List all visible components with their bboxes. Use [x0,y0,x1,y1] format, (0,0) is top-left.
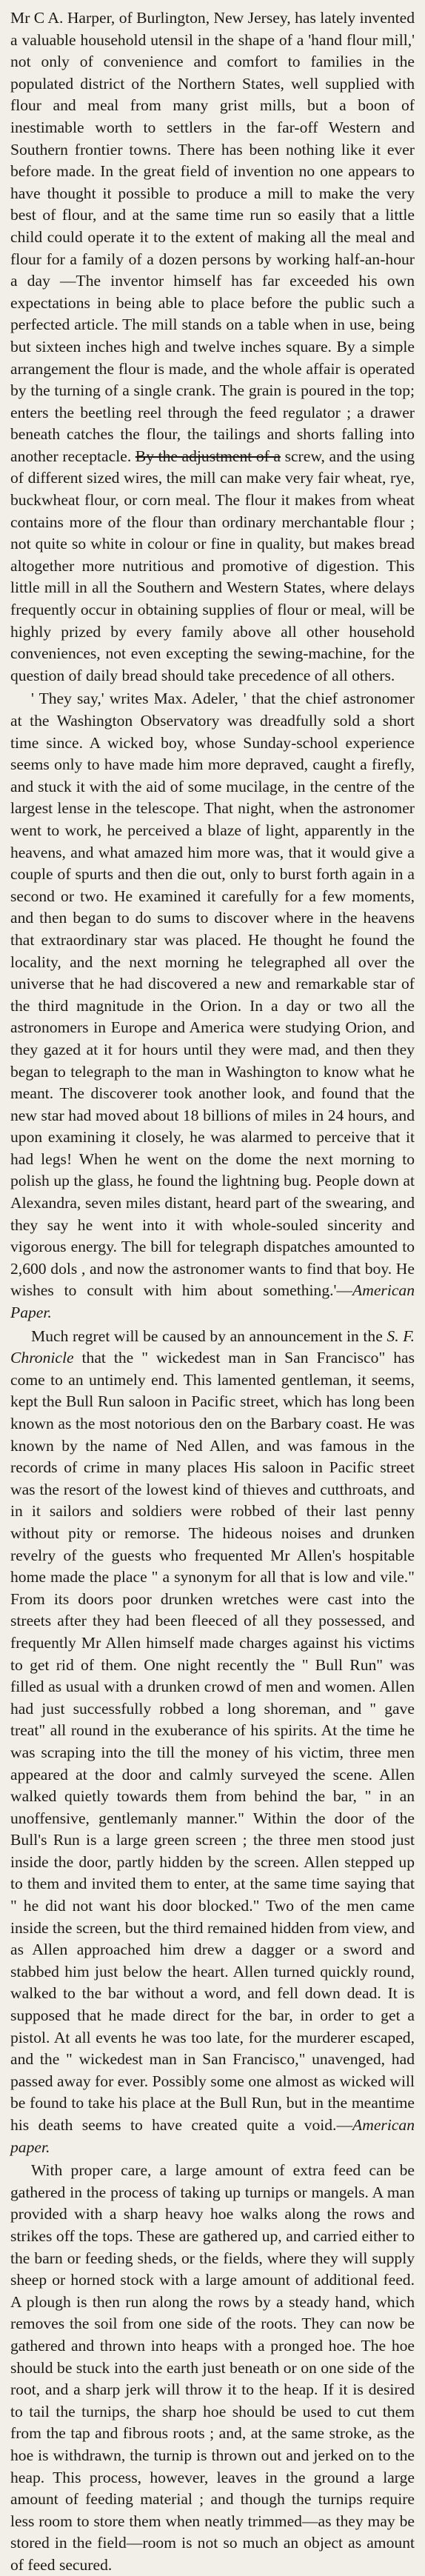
newspaper-name: S. F. Chronicle [10,1327,415,1367]
article-source: American Paper. [10,1281,415,1322]
article-text: With proper care, a large amount of extra feed can be gathered in the process of taking up turnips or mangels. A man provided with a sharp heavy hoe walks along the rows and strikes off the tops. These are gathered up, and carried either to the barn or feeding sheds, or the fields, where they will supply sheep or horned stock with a large amount of additional feed. A plough is then run along the rows by a steady hand, which removes the soil from one side of the roots. They can now be gathered and thrown into heaps with a pronged hoe. The hoe should be stuck into the earth just beneath or on one side of the root, and a sharp jerk will throw it to the heap. If it is desired to tail the turnips, the sharp hoe should be used to cut them from the tap and fibrous roots ; and, at the same stroke, as the hoe is withdrawn, the turnip is thrown out and jerked on to the heap. This process, however, leaves in the ground a large amount of feeding material ; and though the turnips require less room to store them when neatly trimmed—as they may be stored in the field—room is not so much an object as amount of feed secured. [10,2161,415,2574]
article-text: screw, and the using of different sized wires, the mill can make very fair wheat, rye, buckwheat flour, or corn meal. The flour it makes from wheat contains more of the flour than ordinary merchantable flour ; not quite so white in colour or fine in quality, but makes bread altogether more nutritious and promotive of digestion. This little mill in all the Southern and Western States, where delays frequently occur in obtaining supplies of flour or meal, will be highly prized by every family above all other household conveniences, not even excepting the sewing-machine, for the question of daily bread should take precedence of all others. [10,447,415,684]
article-text: ' They say,' writes Max. Adeler, ' that the chief astronomer at the Washington Observatory was dreadfully sold a short time since. A wicked boy, whose Sunday-school experience seems only to have made him more depraved, caught a firefly, and stuck it with the aid of some mucilage, in the centre of the largest lense in the telescope. That night, when the astronomer went to work, he perceived a blaze of light, apparently in the heavens, and what amazed him more was, that it would give a couple of spurts and then die out, only to burst forth again in a second or two. He examined it carefully for a few moments, and then began to do sums to discover where in the heavens that extraordinary star was placed. He thought he found the locality, and the next morning he telegraphed all over the universe that he had discovered a new and remarkable star of the third magnitude in the Orion. In a day or two all the astronomers in Europe and America were studying Orion, and they gazed at it for hours until they were mad, and then they began to telegraph to the man in Washington to know what he meant. The discoverer took another look, and found that the new star had moved about 18 billions of miles in 24 hours, and upon examining it closely, he was alarmed to perceive that it had legs! When he went on the dome the next morning to polish up the glass, he found the lightning bug. People down at Alexandra, seven miles distant, heard part of the swearing, and they say he went into it with whole-souled sincerity and vigorous energy. The bill for telegraph dispatches amounted to 2,600 dols , and now the astronomer wants to find that boy. He wishes to consult with him about something.'— [10,690,415,1300]
struck-through-text: By the adjustment of a [135,447,281,465]
article-text: that the " wickedest man in San Francisco" has come to an untimely end. This lamented gentleman, it seems, kept the Bull Run saloon in Pacific street, which has long been known as the most notorious den on the Barbary coast. He was known by the name of Ned Allen, and was famous in the records of crime in many places His saloon in Pacific street was the resort of the lowest kind of thieves and cutthroats, and in it sailors and soldiers were robbed of their last penny without pity or remorse. The hideous noises and drunken revelry of the guests who frequented Mr Allen's hospitable home made the place " a synonym for all that is low and vile." From its doors poor drunken wretches were cast into the streets after they had been fleeced of all they possessed, and frequently Mr Allen himself made charges against his victims to get rid of them. One night recently the " Bull Run" was filled as usual with a drunken crowd of men and women. Allen had just successfully robbed a long shoreman, and " gave treat" all round in the exuberance of his spirits. At the time he was scraping into the till the money of his victim, three men appeared at the door and calmly surveyed the scene. Allen walked quietly towards them from behind the bar, " in an unoffensive, gentlemanly manner." Within the door of the Bull's Run is a large green screen ; the three men stood just inside the door, partly hidden by the screen. Allen stepped up to them and invited them to enter, at the same time saying that " he did not want his door blocked." Two of the men came inside the screen, but the third remained hidden from view, and as Allen approached him drew a dagger or a sword and stabbed him just below the heart. Allen turned quickly round, walked to the bar without a word, and fell down dead. It is supposed that he made direct for the bar, in order to get a pistol. At all events he was too late, for the murderer escaped, and the " wickedest man in San Francisco," unavenged, had passed away for ever. Possibly some one almost as wicked will be found to take his place at the Bull Run, but in the meantime his death seems to have created quite a void.— [10,1349,415,2134]
article-source: American paper. [10,2116,415,2156]
article-text: Much regret will be caused by an announcement in the [31,1327,387,1345]
article-text: Mr C A. Harper, of Burlington, New Jersey, has lately invented a valuable household utensil in the shape of a 'hand flour mill,' not only of convenience and comfort to families in the populated district of the Northern States, well supplied with flour and meal from many grist mills, but a boon of inestimable worth to settlers in the far-off Western and Southern frontier towns. There has been nothing like it ever before made. In the great field of invention no one appears to have thought it possible to produce a mill to make the very best of flour, and at the same time run so easily that a little child could operate it to the extent of making all the meal and flour for a family of a dozen persons by working half-an-hour a day —The inventor himself has far exceeded his own expectations in being able to place before the public such a perfected article. The mill stands on a table when in use, being but sixteen inches high and twelve inches square. By a simple arrangement the flour is made, and the whole affair is operated by the turning of a single crank. The grain is poured in the top; enters the beetling reel through the feed regulator ; a drawer beneath catches the flour, the tailings and shorts falling into another receptacle. [10,9,415,465]
article-astronomer [10,688,415,1324]
article-turnip-feed [10,2160,415,2576]
article-flour-mill [10,7,415,687]
article-wickedest-man [10,1326,415,2159]
